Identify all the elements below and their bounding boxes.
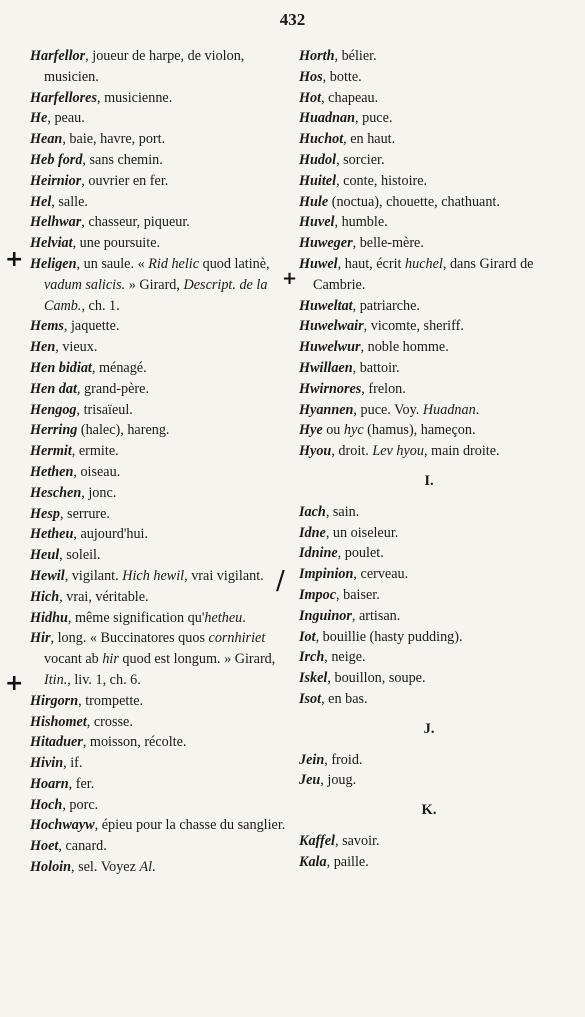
dictionary-entry	[299, 108, 559, 129]
dictionary-entry	[299, 212, 559, 233]
dictionary-entry	[30, 566, 298, 587]
entry-definition: , vigilant.	[64, 567, 123, 584]
entry-headword: Huvel	[299, 214, 335, 231]
entry-definition: , bouillie (hasty pudding).	[315, 628, 463, 645]
entry-definition: , vrai, véritable.	[59, 588, 149, 605]
entry-definition: , dans Girard de Cambrie.	[313, 255, 534, 293]
entry-headword: Iach	[299, 503, 326, 520]
dictionary-entry	[299, 337, 559, 358]
entry-headword: Iot	[299, 628, 316, 645]
dictionary-entry	[30, 774, 298, 795]
entry-definition: » Girard,	[125, 276, 184, 293]
entry-definition: .	[475, 401, 480, 418]
entry-definition: quod est longum. » Girard,	[118, 651, 276, 668]
entry-definition: , noble homme.	[360, 339, 449, 356]
dictionary-entry	[299, 46, 559, 67]
dictionary-entry	[299, 523, 559, 544]
entry-definition: , chasseur, piqueur.	[81, 214, 190, 231]
dictionary-entry	[299, 358, 559, 379]
entry-definition: , un oiseleur.	[325, 524, 399, 541]
dictionary-entry	[299, 400, 559, 421]
entry-headword: Hos	[299, 68, 323, 85]
entry-definition: , vieux.	[55, 339, 98, 356]
entry-definition: , sain.	[325, 503, 360, 520]
entry-definition: , puce. Voy.	[353, 401, 423, 418]
entry-headword: Herring	[30, 422, 78, 439]
dictionary-entry	[30, 836, 298, 857]
entry-headword: Hudol	[299, 151, 337, 168]
dictionary-entry	[299, 441, 559, 462]
dictionary-entry	[30, 337, 298, 358]
dictionary-entry	[30, 712, 298, 733]
entry-definition: , battoir.	[352, 359, 400, 376]
entry-headword: Hir	[30, 630, 51, 647]
entry-definition: , musicienne.	[97, 89, 173, 106]
entry-definition: (halec), hareng.	[77, 422, 170, 439]
dictionary-entry	[299, 543, 559, 564]
dictionary-entry	[299, 647, 559, 668]
entry-headword: Hyou	[299, 443, 332, 460]
dictionary-entry	[299, 627, 559, 648]
entry-headword: Hewil	[30, 567, 65, 584]
dictionary-entry	[299, 689, 559, 710]
entry-italic-term: vadum salicis.	[44, 276, 126, 293]
entry-definition: , aujourd'hui.	[73, 526, 149, 543]
dictionary-entry	[30, 254, 298, 316]
entry-definition: , bélier.	[334, 48, 377, 64]
dictionary-entry	[30, 795, 298, 816]
entry-definition: , en haut.	[343, 131, 396, 148]
dictionary-entry	[299, 770, 559, 791]
entry-definition: , artisan.	[351, 607, 401, 624]
dictionary-entry	[30, 524, 298, 545]
dictionary-entry	[30, 628, 298, 690]
entry-definition: , fer.	[68, 775, 95, 792]
dictionary-entry	[299, 585, 559, 606]
dictionary-entry	[299, 852, 559, 873]
entry-definition: , conte, histoire.	[336, 172, 428, 189]
dictionary-entry	[299, 379, 559, 400]
entry-definition: , frelon.	[361, 380, 406, 397]
entry-headword: Hoet	[30, 838, 59, 855]
entry-headword: Hethen	[30, 463, 74, 480]
entry-italic-term: Lev hyou	[372, 443, 424, 460]
entry-headword: Hich	[30, 588, 60, 605]
dictionary-entry	[30, 129, 298, 150]
entry-definition: , bouillon, soupe.	[327, 670, 426, 687]
dictionary-entry	[30, 108, 298, 129]
entry-definition: , savoir.	[335, 832, 380, 849]
entry-headword: Huwelwair	[299, 318, 364, 335]
dictionary-entry	[30, 46, 298, 88]
dictionary-entry	[30, 192, 298, 213]
entry-italic-term: hir	[102, 651, 119, 668]
dictionary-entry	[299, 150, 559, 171]
entry-definition: , joug.	[320, 772, 357, 789]
entry-headword: Idnine	[299, 545, 338, 562]
entry-headword: Hen	[30, 339, 56, 356]
dictionary-entry	[30, 608, 298, 629]
entry-italic-term: Al	[139, 859, 153, 876]
entry-headword: Heb ford	[30, 151, 83, 168]
entry-headword: Hems	[30, 318, 64, 335]
dictionary-entry	[30, 358, 298, 379]
dictionary-entry	[30, 212, 298, 233]
entry-definition: , vicomte, sheriff.	[363, 318, 464, 335]
section-letter-heading: I.	[424, 472, 434, 489]
entry-headword: Hishomet	[30, 713, 87, 730]
entry-definition: quod latinè,	[199, 255, 270, 272]
entry-headword: Heschen	[30, 484, 82, 501]
entry-headword: Harfellor	[30, 48, 86, 64]
entry-headword: Huitel	[299, 172, 337, 189]
entry-headword: Kala	[299, 853, 327, 870]
dictionary-entry	[30, 483, 298, 504]
entry-headword: Hel	[30, 193, 52, 210]
margin-cross-mark: +	[5, 247, 24, 272]
dictionary-entry	[299, 750, 559, 771]
entry-definition: , poulet.	[337, 545, 384, 562]
entry-headword: Hochwayw	[30, 817, 95, 834]
dictionary-entry	[30, 587, 298, 608]
entry-italic-term: Itin.	[44, 671, 68, 688]
entry-headword: Jeu	[299, 772, 321, 789]
entry-definition: (hamus), hameçon.	[363, 422, 476, 439]
entry-headword: Hyannen	[299, 401, 354, 418]
dictionary-entry	[30, 441, 298, 462]
entry-headword: Hwillaen	[299, 359, 353, 376]
dictionary-entry	[30, 379, 298, 400]
dictionary-entry	[299, 668, 559, 689]
entry-definition: , serrure.	[59, 505, 110, 522]
entry-headword: Irch	[299, 649, 325, 666]
dictionary-entry	[30, 857, 298, 878]
entry-definition: .	[152, 859, 156, 876]
entry-headword: Huweger	[299, 235, 353, 252]
dictionary-entry	[30, 732, 298, 753]
entry-headword: Kaffel	[299, 832, 335, 849]
entry-headword: Heligen	[30, 255, 77, 272]
entry-definition: , ménagé.	[91, 359, 147, 376]
entry-definition: , grand-père.	[76, 380, 149, 397]
entry-headword: Hidhu	[30, 609, 68, 626]
entry-definition: , moisson, récolte.	[82, 734, 187, 751]
dictionary-entry	[299, 831, 559, 852]
entry-headword: Hetheu	[30, 526, 74, 543]
entry-definition: , baiser.	[336, 586, 380, 603]
entry-headword: Inguinor	[299, 607, 352, 624]
entry-definition: , épieu pour la chasse du sanglier.	[94, 817, 286, 834]
entry-definition: , main droite.	[423, 443, 500, 460]
entry-italic-term: huchel	[405, 255, 443, 272]
entry-headword: Hivin	[30, 755, 64, 772]
dictionary-entry	[30, 171, 298, 192]
entry-definition: , droit.	[331, 443, 373, 460]
entry-headword: Hean	[30, 131, 63, 148]
entry-headword: Iskel	[299, 670, 328, 687]
entry-definition: , ch. 1.	[81, 297, 120, 314]
entry-definition: , paille.	[326, 853, 369, 870]
entry-definition: , neige.	[324, 649, 366, 666]
entry-definition: , même signification qu'	[67, 609, 205, 626]
entry-headword: Huwelwur	[299, 339, 361, 356]
entry-definition: , trisaïeul.	[76, 401, 133, 418]
entry-headword: Isot	[299, 690, 322, 707]
entry-headword: Huchot	[299, 131, 344, 148]
entry-definition: , crosse.	[86, 713, 133, 730]
entry-definition: , trompette.	[78, 692, 144, 709]
entry-headword: Hule	[299, 193, 329, 210]
dictionary-entry	[30, 691, 298, 712]
entry-headword: Heirnior	[30, 172, 82, 189]
entry-headword: Hesp	[30, 505, 60, 522]
entry-italic-term: Hich hewil	[122, 567, 185, 584]
dictionary-entry	[299, 564, 559, 585]
entry-definition: , sans chemin.	[82, 151, 163, 168]
dictionary-entry	[299, 316, 559, 337]
dictionary-entry	[299, 502, 559, 523]
entry-headword: Hermit	[30, 443, 72, 460]
dictionary-entry	[30, 504, 298, 525]
dictionary-entry	[299, 129, 559, 150]
entry-headword: Hirgorn	[30, 692, 79, 709]
entry-italic-term: hyc	[343, 422, 364, 439]
entry-headword: Jein	[299, 751, 325, 768]
entry-definition: , porc.	[62, 796, 99, 813]
entry-headword: Huadnan	[299, 110, 355, 127]
dictionary-entry	[299, 296, 559, 317]
entry-italic-term: Descript. de la Camb.	[44, 276, 268, 314]
entry-headword: Helviat	[30, 235, 73, 252]
dictionary-entry	[30, 400, 298, 421]
entry-headword: Holoin	[30, 859, 71, 876]
entry-definition: , ermite.	[71, 443, 119, 460]
page-number: 432	[279, 10, 306, 29]
dictionary-entry	[30, 150, 298, 171]
entry-definition: , liv. 1, ch. 6.	[67, 671, 141, 688]
dictionary-entry	[299, 88, 559, 109]
entry-definition: , un saule. «	[76, 255, 149, 272]
entry-definition: , canard.	[58, 838, 107, 855]
dictionary-entry	[299, 420, 559, 441]
dictionary-entry	[299, 192, 559, 213]
entry-definition: .	[242, 609, 246, 626]
dictionary-entry	[30, 316, 298, 337]
entry-definition: , jaquette.	[63, 318, 120, 335]
entry-definition: , baie, havre, port.	[62, 131, 166, 148]
entry-definition: , soleil.	[59, 547, 101, 564]
entry-definition: , haut, écrit	[337, 255, 406, 272]
entry-definition: , long. « Buccinatores quos	[50, 630, 209, 647]
entry-headword: Helhwar	[30, 214, 82, 231]
entry-definition: (noctua), chouette, chathuant.	[328, 193, 500, 210]
entry-definition: , humble.	[334, 214, 388, 231]
dictionary-entry	[299, 606, 559, 627]
entry-headword: Hen dat	[30, 380, 77, 397]
entry-headword: Hwirnores	[299, 380, 362, 397]
entry-definition: , chapeau.	[321, 89, 379, 106]
entry-headword: Idne	[299, 524, 326, 541]
entry-italic-term: cornhiriet	[208, 630, 266, 647]
margin-cross-mark: +	[282, 268, 298, 289]
section-letter-heading: J.	[423, 720, 435, 737]
entry-definition: , botte.	[322, 68, 362, 85]
entry-definition: , froid.	[324, 751, 363, 768]
entry-definition: , peau.	[47, 110, 85, 127]
entry-definition: , jonc.	[81, 484, 117, 501]
dictionary-entry	[30, 545, 298, 566]
entry-headword: Hot	[299, 89, 322, 106]
entry-definition: , belle-mère.	[352, 235, 424, 252]
dictionary-entry	[30, 233, 298, 254]
entry-definition: , sorcier.	[336, 151, 385, 168]
margin-cross-mark: +	[5, 671, 24, 696]
entry-headword: Harfellores	[30, 89, 97, 106]
entry-definition: , ouvrier en fer.	[81, 172, 169, 189]
entry-definition: , patriarche.	[352, 297, 420, 314]
dictionary-entry	[299, 171, 559, 192]
entry-definition: , une poursuite.	[72, 235, 161, 252]
entry-headword: Hye	[299, 422, 323, 439]
dictionary-entry	[299, 233, 559, 254]
left-column	[30, 46, 298, 878]
entry-definition: ou	[322, 422, 344, 439]
entry-definition: vocant ab	[44, 651, 103, 668]
entry-definition: , oiseau.	[73, 463, 121, 480]
entry-definition: , cerveau.	[353, 566, 409, 583]
entry-headword: Hoch	[30, 796, 63, 813]
section-letter-heading: K.	[421, 802, 437, 819]
margin-slash-mark: /	[276, 566, 285, 596]
dictionary-entry	[30, 88, 298, 109]
entry-headword: He	[30, 110, 48, 127]
entry-headword: Hitaduer	[30, 734, 83, 751]
entry-italic-term: hetheu	[204, 609, 243, 626]
entry-italic-term: Huadnan	[422, 401, 476, 418]
dictionary-entry	[299, 254, 559, 296]
entry-headword: Horth	[299, 48, 335, 64]
entry-definition: , en bas.	[321, 690, 368, 707]
entry-headword: Hen bidiat	[30, 359, 92, 376]
dictionary-entry	[299, 67, 559, 88]
entry-headword: Huweltat	[299, 297, 353, 314]
entry-italic-term: Rid helic	[148, 255, 200, 272]
entry-definition: , salle.	[51, 193, 88, 210]
entry-headword: Impinion	[299, 566, 354, 583]
entry-headword: Heul	[30, 547, 60, 564]
entry-headword: Hengog	[30, 401, 77, 418]
dictionary-entry	[30, 420, 298, 441]
entry-headword: Hoarn	[30, 775, 69, 792]
entry-headword: Impoc	[299, 586, 337, 603]
entry-definition: , if.	[63, 755, 83, 772]
right-column	[299, 46, 559, 872]
entry-headword: Huwel	[299, 255, 338, 272]
entry-definition: , sel. Voyez	[71, 859, 140, 876]
dictionary-entry	[30, 753, 298, 774]
dictionary-entry	[30, 815, 298, 836]
dictionary-entry	[30, 462, 298, 483]
entry-definition: , vrai vigilant.	[184, 567, 264, 584]
entry-definition: , joueur de harpe, de violon, musicien.	[44, 48, 245, 85]
entry-definition: , puce.	[355, 110, 393, 127]
